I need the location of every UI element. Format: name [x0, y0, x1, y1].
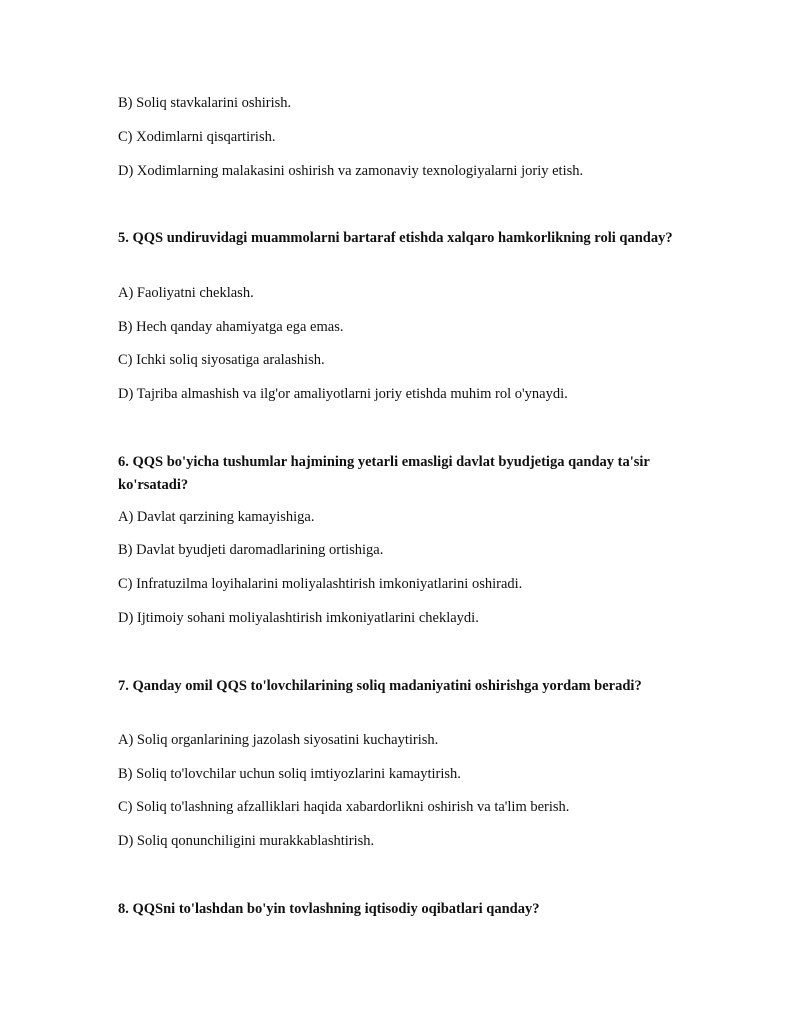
question-8: 8. QQSni to'lashdan bo'yin tovlashning iqtisodiy oqibatlari qanday?	[118, 901, 540, 917]
option-4d: D) Xodimlarning malakasini oshirish va zamonaviy texnologiyalarni joriy etish.	[118, 163, 584, 179]
option-6d: D) Ijtimoiy sohani moliyalashtirish imkoniyatlarini cheklaydi.	[118, 610, 479, 626]
option-5d: D) Tajriba almashish va ilg'or amaliyotlarni joriy etishda muhim rol o'ynaydi.	[118, 386, 568, 402]
option-7d: D) Soliq qonunchiligini murakkablashtirish.	[118, 833, 375, 849]
option-5c: C) Ichki soliq siyosatiga aralashish.	[118, 352, 325, 368]
option-5b: B) Hech qanday ahamiyatga ega emas.	[118, 319, 344, 335]
option-7a: A) Soliq organlarining jazolash siyosatini kuchaytirish.	[118, 732, 439, 748]
option-5a: A) Faoliyatni cheklash.	[118, 285, 254, 301]
option-6a: A) Davlat qarzining kamayishiga.	[118, 509, 315, 525]
option-4c: C) Xodimlarni qisqartirish.	[118, 129, 276, 145]
option-7b: B) Soliq to'lovchilar uchun soliq imtiyozlarini kamaytirish.	[118, 766, 461, 782]
option-7c: C) Soliq to'lashning afzalliklari haqida xabardorlikni oshirish va ta'lim berish.	[118, 799, 570, 815]
question-6: 6. QQS bo'yicha tushumlar hajmining yetarli emasligi davlat byudjetiga qanday ta'sir ko'rsatadi?	[118, 454, 650, 493]
option-4b: B) Soliq stavkalarini oshirish.	[118, 95, 292, 111]
option-6b: B) Davlat byudjeti daromadlarining ortishiga.	[118, 542, 384, 558]
option-6c: C) Infratuzilma loyihalarini moliyalashtirish imkoniyatlarini oshiradi.	[118, 576, 523, 592]
question-5: 5. QQS undiruvidagi muammolarni bartaraf etishda xalqaro hamkorlikning roli qanday?	[118, 230, 673, 246]
question-7: 7. Qanday omil QQS to'lovchilarining soliq madaniyatini oshirishga yordam beradi?	[118, 678, 642, 694]
